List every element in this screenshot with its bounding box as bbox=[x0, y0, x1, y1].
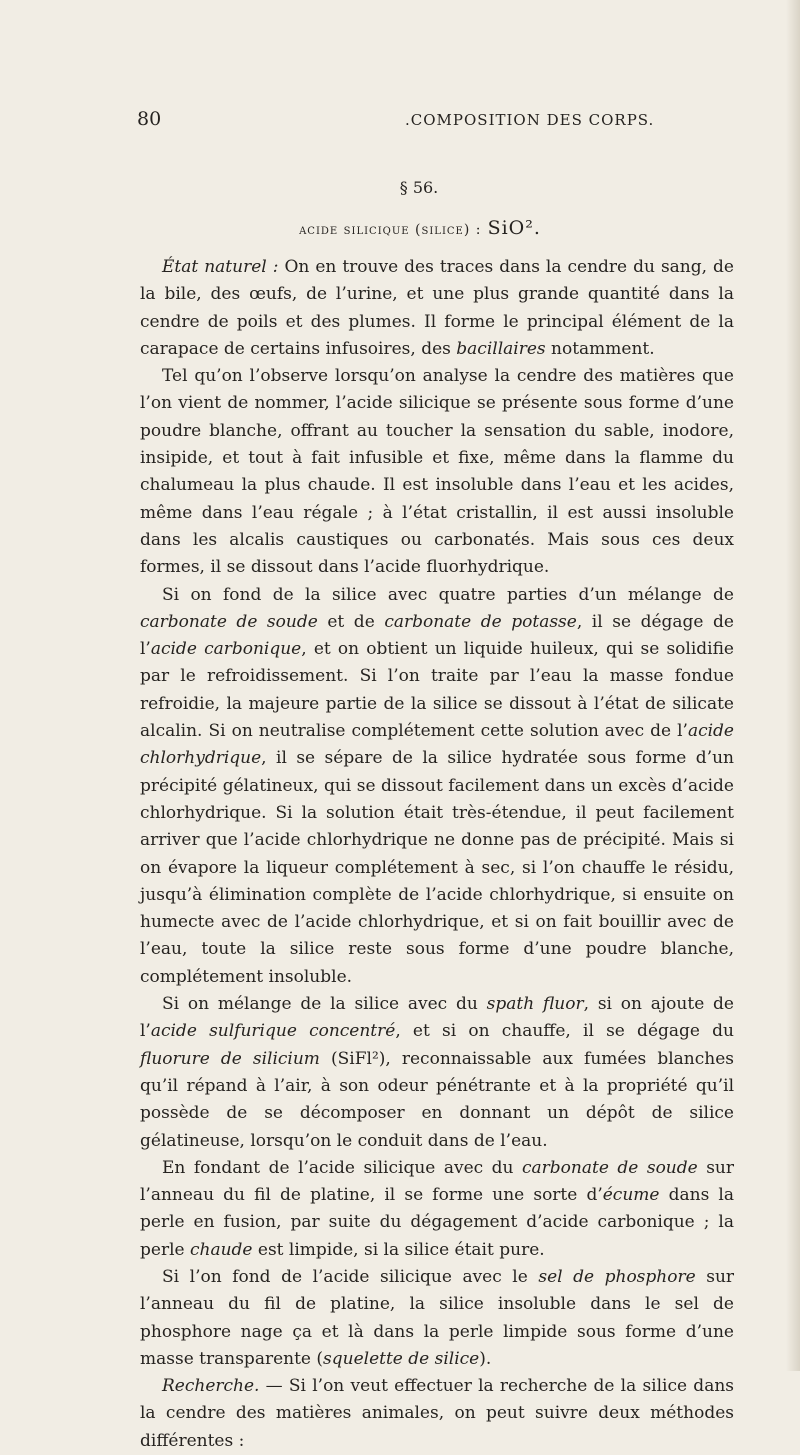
body-text bbox=[140, 254, 734, 1455]
natural-state-label: État naturel : bbox=[162, 257, 279, 277]
text-run: , il se dégage de l’ bbox=[140, 611, 734, 660]
research-label: Recherche. bbox=[162, 1376, 260, 1397]
text-run: dans la perle en fusion, par suite du dégagement d’acide carbonique ; la perle bbox=[140, 1185, 734, 1260]
paragraph-natural-state bbox=[140, 254, 734, 363]
page-number: 80 bbox=[137, 108, 162, 130]
term: fluorure de silicium bbox=[140, 1048, 320, 1069]
term: acide carbonique bbox=[150, 639, 302, 660]
term: carbonate de potasse bbox=[384, 611, 577, 632]
text-run: — Si l’on veut effectuer la recherche de la silice dans la cendre des matières animales, on peut suivre deux méthodes différentes : bbox=[140, 1376, 734, 1451]
term: écume bbox=[602, 1185, 660, 1206]
term: acide chlorhydrique bbox=[140, 721, 734, 769]
text-run: , et si on chauffe, il se dégage du bbox=[395, 1021, 734, 1042]
text-run: et de bbox=[317, 611, 385, 632]
term: spath fluor bbox=[486, 994, 584, 1015]
page-edge-shadow bbox=[786, 0, 800, 1371]
text-run: Si l’on fond de l’acide silicique avec le bbox=[162, 1266, 539, 1287]
term: carbonate de soude bbox=[140, 611, 318, 632]
term: carbonate de soude bbox=[522, 1157, 698, 1178]
text-run: notamment. bbox=[545, 338, 655, 359]
text-run: (SiFl²), reconnaissable aux fumées blanches qu’il répand à l’air, à son odeur pénétrante et à la propriété qu’il possède de se décomposer en donnant un dépôt de silice gélatineuse, lorsqu’on le conduit dans de l’eau. bbox=[140, 1048, 734, 1151]
section-title bbox=[0, 217, 800, 239]
text-run: Si on fond de la silice avec quatre parties d’un mélange de bbox=[162, 584, 734, 605]
text-run: On en trouve des traces dans la cendre du sang, de la bile, des œufs, de l’urine, et une plus grande quantité dans la cendre de poils et des plumes. Il forme le principal élément de la carapace de certains infusoires, des bbox=[140, 257, 734, 359]
paragraph-research bbox=[140, 1373, 734, 1455]
text-run: , si on ajoute de l’ bbox=[140, 994, 734, 1042]
term: acide sulfurique concentré bbox=[150, 1021, 396, 1042]
running-head bbox=[137, 108, 737, 138]
text-run: ). bbox=[479, 1348, 492, 1369]
term: sel de phosphore bbox=[538, 1266, 696, 1287]
text-run: sur l’anneau du fil de platine, il se forme une sorte d’ bbox=[140, 1157, 735, 1206]
paragraph-properties: Tel qu’on l’observe lorsqu’on analyse la cendre des matières que l’on vient de nommer, l’acide silicique se présente sous forme d’une poudre blanche, offrant au toucher la sensation du sable, inodore, insipide, et tout à fait infusible et fixe, même dans la flamme du chalumeau la plus chaude. Il est insoluble dans l’eau et les acides, même dans l’eau régale ; à l’état cristallin, il est aussi insoluble dans les alcalis caustiques ou carbonatés. Mais sous ces deux formes, il se dissout dans l’acide fluorhydrique. bbox=[140, 366, 734, 578]
paragraph-phosphor-salt bbox=[140, 1264, 734, 1373]
section-title-text: acide silicique (silice) : bbox=[299, 222, 482, 238]
section-formula: SiO². bbox=[487, 217, 541, 239]
text-run: , et on obtient un liquide huileux, qui se solidifie par le refroidissement. Si l’on traite par l’eau la masse fondue refroidie, la majeure partie de la silice se dissout à l’état de silicate alcalin. Si on neutralise complétement cette solution avec de l’ bbox=[140, 639, 734, 742]
term: bacillaires bbox=[456, 338, 546, 359]
text-run: En fondant de l’acide silicique avec du bbox=[162, 1157, 523, 1178]
running-title: .COMPOSITION DES CORPS. bbox=[405, 111, 655, 129]
section-number: § 56. bbox=[399, 178, 439, 197]
text-run: Si on mélange de la silice avec du bbox=[162, 994, 487, 1015]
paragraph-soda-bead bbox=[140, 1155, 734, 1264]
paragraph-fluor-spar bbox=[140, 991, 734, 1155]
term: squelette de silice bbox=[323, 1348, 480, 1369]
text-run: , il se sépare de la silice hydratée sous forme d’un précipité gélatineux, qui se dissout facilement dans un excès d’acide chlorhydrique. Si la solution était très-étendue, il peut facilement arriver que l’acide chlorhydrique ne donne pas de précipité. Mais si on évapore la liqueur complétement à sec, si l’on chauffe le résidu, jusqu’à élimination complète de l’acide chlorhydrique, si ensuite on humecte avec de l’acide chlorhydrique, et si on fait bouillir avec de l’eau, toute la silice reste sous forme d’une poudre blanche, complétement insoluble. bbox=[140, 748, 734, 987]
paragraph-fusion-carbonates bbox=[140, 582, 734, 991]
text-run: sur l’anneau du fil de platine, la silice insoluble dans le sel de phosphore nage ça et là dans la perle limpide sous forme d’une masse transparente ( bbox=[140, 1266, 735, 1369]
text-run: est limpide, si la silice était pure. bbox=[252, 1239, 545, 1260]
term: chaude bbox=[189, 1239, 253, 1260]
